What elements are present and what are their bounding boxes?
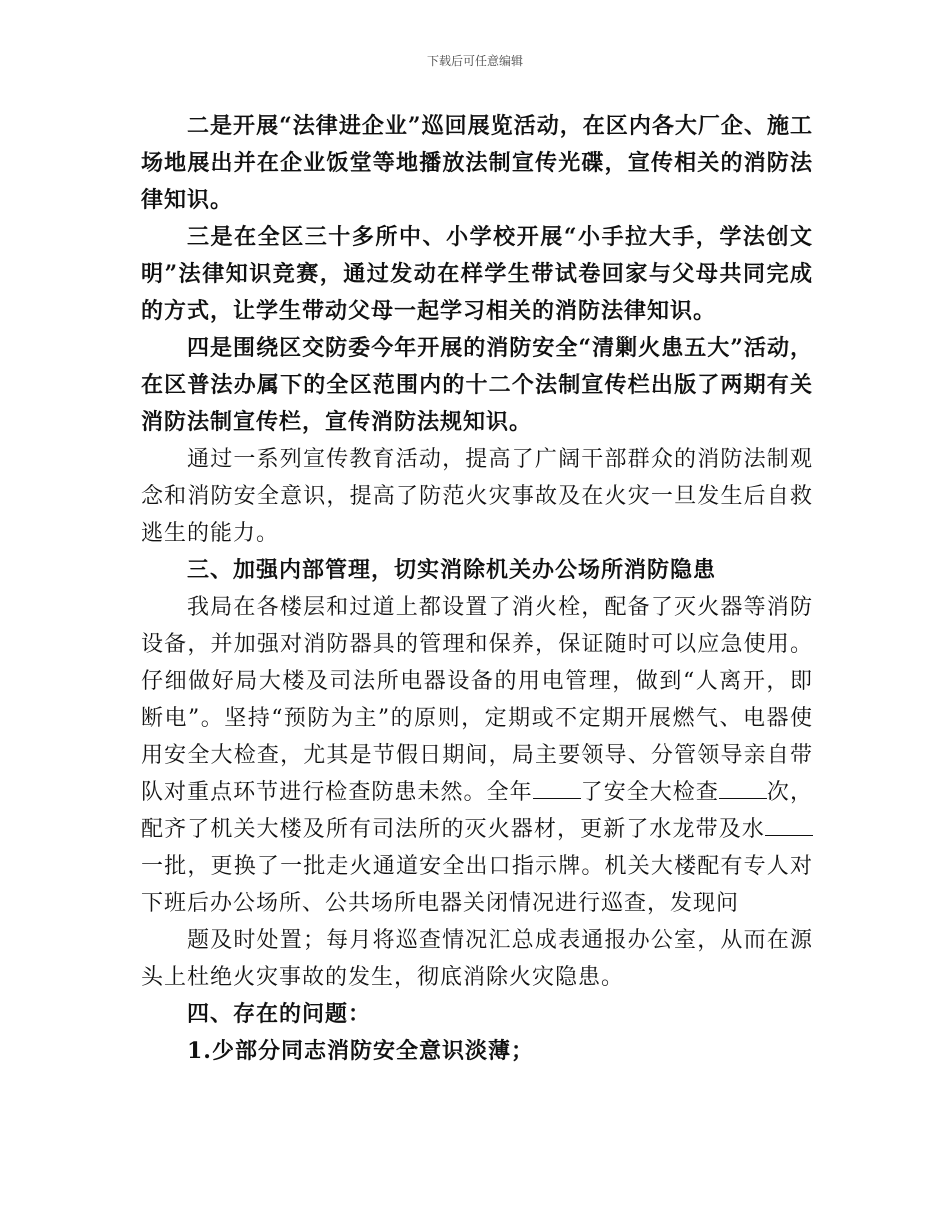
paragraph-school-competition: 三是在全区三十多所中、小学校开展“小手拉大手，学法创文明”法律知识竞赛，通过发动在样学生带试卷回家与父母共同完成的方式，让学生带动父母一起学习相关的消防法律知识。: [141, 224, 813, 324]
text-segment: 次，配齐了机关大楼及所有司法所的灭火器材，更新了水龙带及水: [141, 780, 813, 842]
page-header: 下载后可任意编辑: [426, 54, 523, 68]
document-body: [141, 108, 813, 1070]
problem-item-1: 1.少部分同志消防安全意识淡薄；: [187, 1038, 534, 1064]
blank-field: [533, 776, 581, 799]
blank-field: [719, 776, 767, 799]
text-segment: 我局在各楼层和过道上都设置了消火栓，配备了灭火器等消防设备，并加强对消防器具的管理和保养，保证随时可以应急使用。仔细做好局大楼及司法所电器设备的用电管理，做到“人离开，即断电”。坚持“预防为主”的原则，定期或不定期开展燃气、电器使用安全大检查，尤其是节假日期间，局主要领导、分管领导亲自带队对重点环节进行检查防患未然。全年: [141, 595, 813, 805]
text-segment: 了安全大检查: [580, 780, 719, 805]
paragraph-publicity-boards: 四是围绕区交防委今年开展的消防安全“清剿火患五大”活动，在区普法办属下的全区范围内的十二个法制宣传栏出版了两期有关消防法制宣传栏，宣传消防法规知识。: [141, 335, 813, 435]
paragraph-internal-management: [141, 589, 813, 922]
section-heading-internal-management: 三、加强内部管理，切实消除机关办公场所消防隐患: [187, 557, 717, 583]
paragraph-education-results: 通过一系列宣传教育活动，提高了广阔干部群众的消防法制观念和消防安全意识，提高了防范火灾事故及在火灾一旦发生后自救逃生的能力。: [141, 447, 813, 546]
blank-field: [765, 813, 813, 836]
paragraph-law-into-enterprise: 二是开展“法律进企业”巡回展览活动，在区内各大厂企、施工场地展出并在企业饭堂等地播放法制宣传光碟，宣传相关的消防法律知识。: [141, 113, 813, 213]
paragraph-inspection-report: 题及时处置；每月将巡查情况汇总成表通报办公室，从而在源头上杜绝火灾事故的发生，彻底消除火灾隐患。: [141, 928, 813, 990]
text-segment: 一批，更换了一批走火通道安全出口指示牌。机关大楼配有专人对下班后办公场所、公共场所电器关闭情况进行巡查，发现问: [141, 854, 813, 916]
section-heading-problems: 四、存在的问题：: [187, 1001, 372, 1027]
